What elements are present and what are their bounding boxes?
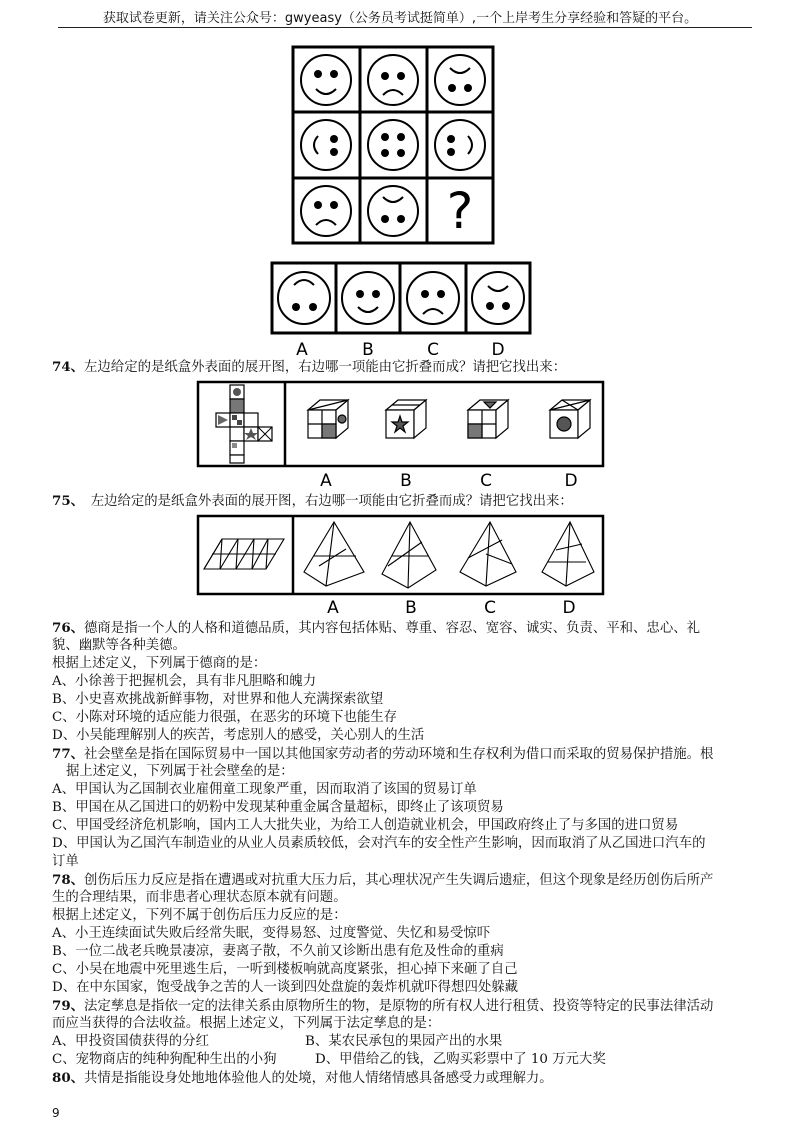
q74-option-b: B [400,471,412,491]
q77-option-d-cont: 订单 [52,854,79,869]
q74-prompt: 左边给定的是纸盒外表面的展开图，右边哪一项能由它折叠而成？请把它找出来： [84,360,567,375]
q73-option-c: C [427,340,439,360]
q77-option-d: D、甲国认为乙国汽车制造业的从业人员素质较低，会对汽车的安全性产生影响，因而取消了从乙国进口汽车的 [52,836,706,851]
q77-text-cont: 据上述定义，下列属于社会壁垒的是： [66,764,294,779]
q74-text [52,358,566,377]
q77-option-a: A、甲国认为乙国制衣业雇佣童工现象严重，因而取消了该国的贸易订单 [52,782,477,797]
q79-definition: 法定孳息是指依一定的法律关系由原物所生的物，是原物的所有权人进行租赁、投资等特定的民事法律活动 [84,999,714,1014]
q75-option-a: A [327,598,339,618]
q73-option-d: D [491,340,505,360]
q75-pyramid-figure [196,514,606,598]
q78-option-b: B、一位二战老兵晚景凄凉，妻离子散，不久前又诊断出患有危及性命的重病 [52,944,504,959]
q74-option-c: C [480,471,492,491]
q73-face-grid [290,44,496,246]
q73-option-b: B [362,340,374,360]
q79-option-d: D、甲借给乙的钱，乙购买彩票中了 10 万元大奖 [315,1052,606,1067]
q76-text-cont: 貌、幽默等各种美德。 [52,638,186,653]
q74-number: 74、 [52,359,85,375]
q76-number: 76、 [52,620,85,636]
q80-text [52,1069,553,1088]
q74-option-labels [196,468,606,492]
q78-text-cont: 生的合理结果，而非患者心理状态原本就有问题。 [52,890,347,905]
q75-text [52,492,573,511]
q75-option-labels [196,595,606,619]
q78-text [52,871,713,890]
q73-option-labels [270,336,532,360]
header-divider [58,27,752,28]
q74-option-d: D [564,471,578,491]
q75-number: 75、 [52,493,78,509]
q77-text [52,745,713,764]
q76-definition: 德商是指一个人的人格和道德品质，其内容包括体贴、尊重、容忍、宽容、诚实、负责、平和、忠心、礼 [84,621,700,636]
q79-text [52,997,713,1016]
q75-option-c: C [484,598,496,618]
q76-option-c: C、小陈对环境的适应能力很强，在恶劣的环境下也能生存 [52,710,398,725]
q79-text-cont: 而应当获得的合法收益。根据上述定义，下列属于法定孳息的是： [52,1016,441,1031]
q76-text [52,619,700,638]
q74-option-a: A [320,471,332,491]
q79-option-c: C、宠物商店的纯种狗配种生出的小狗 [52,1052,277,1067]
q77-definition: 社会壁垒是指在国际贸易中一国以其他国家劳动者的劳动环境和生存权利为借口而采取的贸易保护措施。根 [84,747,714,762]
q75-prompt: 左边给定的是纸盒外表面的展开图，右边哪一项能由它折叠而成？请把它找出来： [77,494,573,509]
q76-option-a: A、小徐善于把握机会，具有非凡胆略和魄力 [52,674,317,689]
page-number: 9 [52,1106,60,1120]
q73-question-mark: ? [446,182,474,240]
q78-option-d: D、在中东国家，饱受战争之苦的人一谈到四处盘旋的轰炸机就吓得想四处躲藏 [52,980,519,995]
header-text: 获取试卷更新，请关注公众号：gwyeasy（公务员考试挺简单）,一个上岸考生分享经验和答疑的平台。 [102,11,698,26]
q79-option-a: A、甲投资国债获得的分红 [52,1034,209,1049]
q78-option-c: C、小吴在地震中死里逃生后，一听到楼板响就高度紧张，担心掉下来砸了自己 [52,962,518,977]
q77-option-c: C、甲国受经济危机影响，国内工人大批失业，为给工人创造就业机会，甲国政府终止了与多国的进口贸易 [52,818,679,833]
q77-option-b: B、甲国在从乙国进口的奶粉中发现某种重金属含量超标，即终止了该项贸易 [52,800,504,815]
q73-options-figure [270,261,532,337]
q79-number: 79、 [52,998,85,1014]
q78-number: 78、 [52,872,85,888]
q78-stem: 根据上述定义，下列不属于创伤后压力反应的是： [52,908,347,923]
q73-option-a: A [296,340,308,360]
q77-number: 77、 [52,746,85,762]
q76-option-d: D、小吴能理解别人的疾苦，考虑别人的感受，关心别人的生活 [52,728,425,743]
q80-definition: 共情是指能设身处地地体验他人的处境，对他人情绪情感具备感受力或理解力。 [84,1071,553,1086]
q75-option-b: B [405,598,417,618]
q75-option-d: D [562,598,576,618]
q78-definition: 创伤后压力反应是指在遭遇或对抗重大压力后，其心理状况产生失调后遗症，但这个现象是经历创伤后所产 [84,873,714,888]
q76-stem: 根据上述定义，下列属于德商的是： [52,656,267,671]
q76-option-b: B、小史喜欢挑战新鲜事物，对世界和他人充满探索欲望 [52,692,384,707]
page-header [0,0,800,30]
q74-box-figure [196,380,606,470]
q78-option-a: A、小王连续面试失败后经常失眠，变得易怒、过度警觉、失忆和易受惊吓 [52,926,491,941]
q79-option-b: B、某农民承包的果园产出的水果 [305,1034,503,1049]
q80-number: 80、 [52,1070,85,1086]
